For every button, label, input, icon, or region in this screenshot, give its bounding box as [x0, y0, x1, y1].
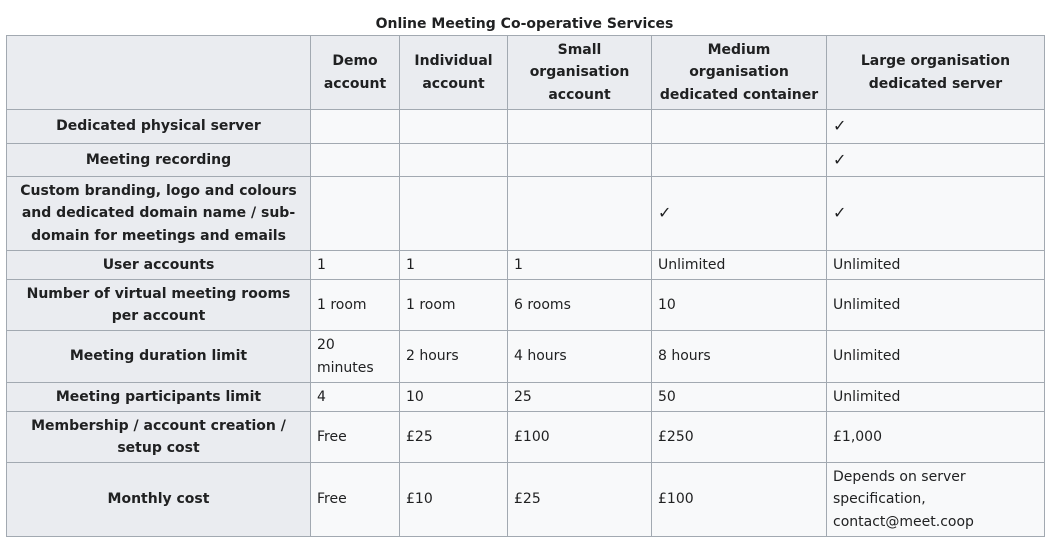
table-cell: 8 hours — [652, 331, 827, 383]
table-cell: 1 room — [400, 280, 508, 331]
table-cell — [311, 110, 400, 144]
table-row — [7, 251, 1045, 280]
table-cell: Unlimited — [827, 331, 1045, 383]
check-mark: ✓ — [827, 144, 1045, 177]
row-label: Number of virtual meeting rooms per account — [7, 280, 311, 331]
row-label: User accounts — [7, 251, 311, 280]
table-cell — [311, 177, 400, 251]
table-cell: Free — [311, 463, 400, 537]
table-row — [7, 177, 1045, 251]
table-cell: Unlimited — [827, 251, 1045, 280]
row-label: Monthly cost — [7, 463, 311, 537]
table-row — [7, 412, 1045, 463]
table-cell: 4 hours — [508, 331, 652, 383]
row-label: Meeting duration limit — [7, 331, 311, 383]
table-cell — [311, 144, 400, 177]
table-cell — [508, 110, 652, 144]
check-mark: ✓ — [652, 177, 827, 251]
table-cell: £250 — [652, 412, 827, 463]
table-row — [7, 331, 1045, 383]
header-cell-demo: Demo account — [311, 36, 400, 110]
table-cell: 25 — [508, 383, 652, 412]
header-cell-medium-org: Medium organisation dedicated container — [652, 36, 827, 110]
header-cell-individual: Individual account — [400, 36, 508, 110]
header-cell-large-org: Large organisation dedicated server — [827, 36, 1045, 110]
table-cell: Unlimited — [827, 383, 1045, 412]
table-cell: £25 — [508, 463, 652, 537]
table-row — [7, 144, 1045, 177]
table-cell — [400, 144, 508, 177]
header-cell-empty — [7, 36, 311, 110]
table-cell: 2 hours — [400, 331, 508, 383]
table-cell: Unlimited — [827, 280, 1045, 331]
table-cell: 1 — [311, 251, 400, 280]
table-cell: 1 — [508, 251, 652, 280]
table-cell: £25 — [400, 412, 508, 463]
table-cell: 10 — [400, 383, 508, 412]
table-row — [7, 110, 1045, 144]
row-label: Custom branding, logo and colours and dedicated domain name / sub-domain for meetings and emails — [7, 177, 311, 251]
table-cell: 20 minutes — [311, 331, 400, 383]
table-cell: 1 room — [311, 280, 400, 331]
table-caption: Online Meeting Co-operative Services — [375, 16, 674, 32]
table-cell: 10 — [652, 280, 827, 331]
table-cell: £100 — [652, 463, 827, 537]
services-table — [6, 35, 1045, 537]
table-cell — [508, 144, 652, 177]
table-cell — [652, 110, 827, 144]
table-cell — [400, 177, 508, 251]
row-label: Meeting participants limit — [7, 383, 311, 412]
check-mark: ✓ — [827, 110, 1045, 144]
header-cell-small-org: Small organisation account — [508, 36, 652, 110]
table-cell: 4 — [311, 383, 400, 412]
row-label: Membership / account creation / setup cost — [7, 412, 311, 463]
table-cell: Unlimited — [652, 251, 827, 280]
table-cell: Depends on server specification, contact@meet.coop — [827, 463, 1045, 537]
table-cell: £100 — [508, 412, 652, 463]
table-row — [7, 463, 1045, 537]
header-row — [7, 36, 1045, 110]
table-cell: 1 — [400, 251, 508, 280]
table-cell — [508, 177, 652, 251]
table-row — [7, 280, 1045, 331]
table-cell — [400, 110, 508, 144]
table-cell: Free — [311, 412, 400, 463]
table-row — [7, 383, 1045, 412]
table-cell: £10 — [400, 463, 508, 537]
row-label: Dedicated physical server — [7, 110, 311, 144]
check-mark: ✓ — [827, 177, 1045, 251]
row-label: Meeting recording — [7, 144, 311, 177]
table-cell — [652, 144, 827, 177]
table-cell: 50 — [652, 383, 827, 412]
table-cell: £1,000 — [827, 412, 1045, 463]
table-cell: 6 rooms — [508, 280, 652, 331]
